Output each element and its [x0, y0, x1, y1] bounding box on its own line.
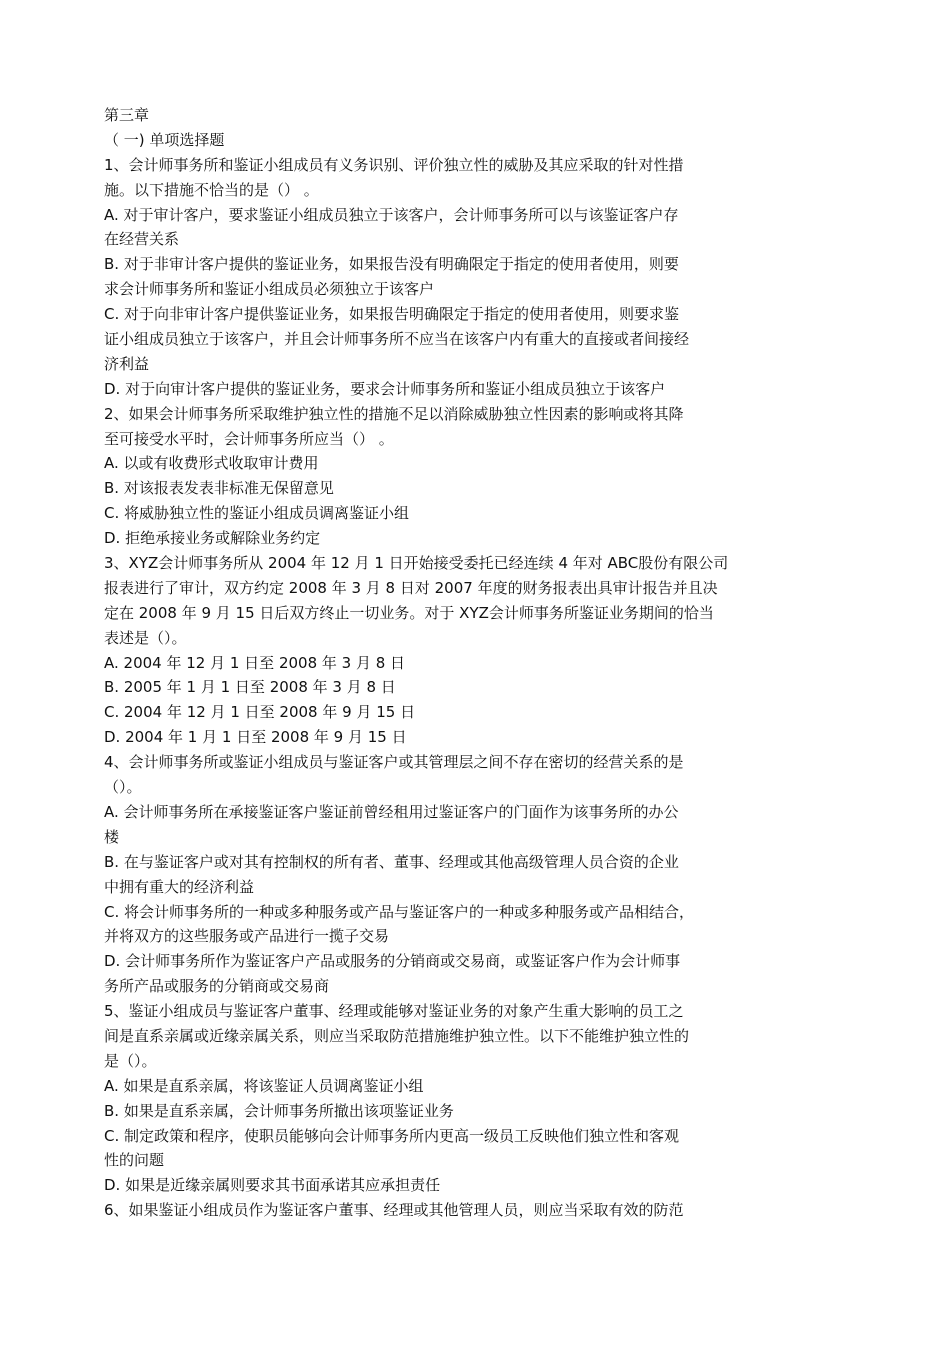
text-line: D. 如果是近缘亲属则要求其书面承诺其应承担责任: [104, 1176, 441, 1195]
text-line: 证小组成员独立于该客户，并且会计师事务所不应当在该客户内有重大的直接或者间接经: [104, 330, 690, 349]
text-line: B. 如果是直系亲属，会计师事务所撤出该项鉴证业务: [104, 1101, 454, 1120]
text-line: 求会计师事务所和鉴证小组成员必须独立于该客户: [104, 280, 435, 299]
text-line: 4、会计师事务所或鉴证小组成员与鉴证客户或其管理层之间不存在密切的经营关系的是: [104, 753, 684, 772]
text-line: 1、会计师事务所和鉴证小组成员有义务识别、评价独立性的威胁及其应采取的针对性措: [104, 155, 684, 174]
text-line: B. 对该报表发表非标准无保留意见: [104, 479, 334, 498]
text-line: A. 2004 年 12 月 1 日至 2008 年 3 月 8 日: [104, 653, 406, 672]
text-line: 定在 2008 年 9 月 15 日后双方终止一切业务。对于 XYZ会计师事务所鉴证业务期间的恰当: [104, 603, 714, 622]
text-line: 务所产品或服务的分销商或交易商: [104, 977, 330, 996]
text-line: 是（）。: [104, 1051, 157, 1070]
text-line: A. 对于审计客户，要求鉴证小组成员独立于该客户，会计师事务所可以与该鉴证客户存: [104, 205, 679, 224]
text-line: 6、如果鉴证小组成员作为鉴证客户董事、经理或其他管理人员，则应当采取有效的防范: [104, 1201, 684, 1220]
text-line: D. 2004 年 1 月 1 日至 2008 年 9 月 15 日: [104, 728, 407, 747]
text-line: 2、如果会计师事务所采取维护独立性的措施不足以消除威胁独立性因素的影响或将其降: [104, 404, 684, 423]
text-line: B. 2005 年 1 月 1 日至 2008 年 3 月 8 日: [104, 678, 396, 697]
text-line: C. 对于向非审计客户提供鉴证业务，如果报告明确限定于指定的使用者使用，则要求鉴: [104, 305, 680, 324]
text-line: （）。: [104, 778, 142, 797]
text-line: A. 会计师事务所在承接鉴证客户鉴证前曾经租用过鉴证客户的门面作为该事务所的办公: [104, 802, 679, 821]
text-line: D. 拒绝承接业务或解除业务约定: [104, 529, 321, 548]
text-line: 表述是（）。: [104, 628, 187, 647]
document-page: [104, 103, 864, 1223]
text-line: 在经营关系: [104, 230, 180, 249]
text-line: 3、XYZ会计师事务所从 2004 年 12 月 1 日开始接受委托已经连续 4 年对 ABC股份有限公司: [104, 554, 729, 573]
text-line: 并将双方的这些服务或产品进行一揽子交易: [104, 927, 390, 946]
text-line: 性的问题: [104, 1151, 165, 1170]
text-line: B. 对于非审计客户提供的鉴证业务，如果报告没有明确限定于指定的使用者使用，则要: [104, 255, 679, 274]
text-line: C. 制定政策和程序，使职员能够向会计师事务所内更高一级员工反映他们独立性和客观: [104, 1126, 680, 1145]
text-line: 中拥有重大的经济利益: [104, 877, 255, 896]
text-line: A. 如果是直系亲属，将该鉴证人员调离鉴证小组: [104, 1076, 424, 1095]
text-line: D. 对于向审计客户提供的鉴证业务，要求会计师事务所和鉴证小组成员独立于该客户: [104, 379, 666, 398]
text-line: D. 会计师事务所作为鉴证客户产品或服务的分销商或交易商，或鉴证客户作为会计师事: [104, 952, 681, 971]
text-line: 施。以下措施不恰当的是（） 。: [104, 180, 319, 199]
text-line: 间是直系亲属或近缘亲属关系，则应当采取防范措施维护独立性。以下不能维护独立性的: [104, 1026, 690, 1045]
text-line: 楼: [104, 827, 120, 846]
text-line: 至可接受水平时，会计师事务所应当（） 。: [104, 429, 394, 448]
text-line: C. 将威胁独立性的鉴证小组成员调离鉴证小组: [104, 504, 410, 523]
text-line: C. 2004 年 12 月 1 日至 2008 年 9 月 15 日: [104, 703, 416, 722]
text-line: 济利益: [104, 354, 150, 373]
text-line: （ 一) 单项选择题: [104, 130, 225, 149]
text-line: 报表进行了审计，双方约定 2008 年 3 月 8 日对 2007 年度的财务报表出具审计报告并且决: [104, 578, 718, 597]
text-line: C. 将会计师事务所的一种或多种服务或产品与鉴证客户的一种或多种服务或产品相结合，: [104, 902, 695, 921]
text-line: 第三章: [104, 106, 150, 124]
text-line: A. 以或有收费形式收取审计费用: [104, 454, 319, 473]
text-line: B. 在与鉴证客户或对其有控制权的所有者、董事、经理或其他高级管理人员合资的企业: [104, 852, 679, 871]
text-line: 5、鉴证小组成员与鉴证客户董事、经理或能够对鉴证业务的对象产生重大影响的员工之: [104, 1002, 684, 1021]
